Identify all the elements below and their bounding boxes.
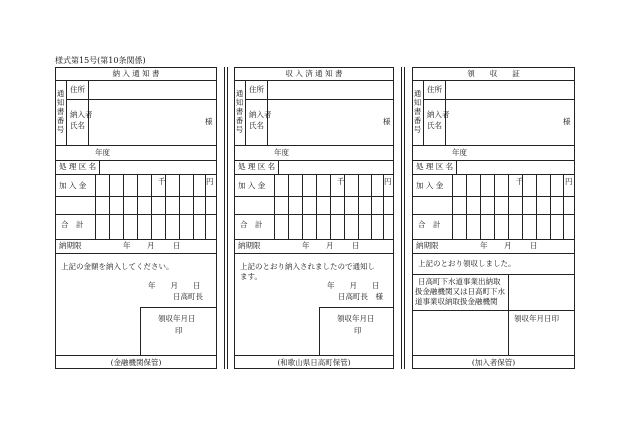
payer-label-2: 氏名 [427, 121, 442, 130]
fiscal-year-label: 年度 [95, 148, 110, 157]
payer-label-2: 氏名 [70, 121, 85, 130]
total-label: 合 計 [240, 220, 263, 229]
footer: (金融機関保管) [110, 358, 162, 367]
deadline-month: 月 [326, 241, 334, 250]
payer-label: 納入者 [70, 110, 93, 119]
signer: 日高町長 様 [338, 292, 383, 301]
receipt-date-seal-label: 領収年月日印 [514, 314, 559, 323]
honorific: 様 [383, 117, 391, 126]
form-number: 様式第15号(第10条関係) [55, 56, 146, 65]
deadline-month: 月 [147, 241, 155, 250]
message: 上記のとおり納入されましたので通知し [240, 262, 375, 271]
issue-date: 年 月 日 [148, 281, 201, 290]
bank-text-3: 道事業収納取扱金融機関 [415, 297, 498, 306]
deadline-label: 納期限 [238, 241, 261, 250]
receipt-date-label: 領収年月日 [337, 314, 375, 323]
panel-receipt [412, 67, 575, 369]
fiscal-year-label: 年度 [274, 148, 289, 157]
deadline-day: 日 [173, 241, 181, 250]
amount-label: 加 入 金 [416, 181, 444, 190]
division-label: 処 理 区 名 [59, 162, 97, 171]
deadline-year: 年 [302, 241, 310, 250]
seal-label: 印 [354, 326, 362, 335]
deadline-year: 年 [480, 241, 488, 250]
total-label: 合 計 [418, 220, 441, 229]
seal-label: 印 [175, 326, 183, 335]
deadline-label: 納期限 [59, 241, 82, 250]
panel-receipt-notice [234, 67, 394, 369]
panel-title: 納 入 通 知 書 [112, 69, 160, 78]
division-label: 処 理 区 名 [416, 162, 454, 171]
deadline-month: 月 [504, 241, 512, 250]
message: 上記のとおり領収しました。 [418, 259, 516, 268]
yen-unit: 円 [384, 177, 392, 186]
address-label: 住所 [249, 85, 264, 94]
footer: (加入者保管) [471, 358, 516, 367]
deadline-year: 年 [123, 241, 131, 250]
bank-text-2: 扱金融機関又は日高町下水 [415, 287, 505, 296]
payer-name-field[interactable] [89, 100, 216, 144]
payer-label: 納入者 [427, 110, 450, 119]
amount-label: 加 入 金 [238, 181, 266, 190]
payer-name-field[interactable] [446, 100, 574, 144]
footer: (和歌山県日高町保管) [277, 358, 351, 367]
message-cont: ます。 [240, 272, 262, 281]
division-label: 処 理 区 名 [238, 162, 276, 171]
honorific: 様 [563, 117, 571, 126]
notice-number-label: 通知書番号 [56, 89, 65, 134]
notice-number-label: 通知書番号 [413, 89, 422, 134]
message: 上記の金額を納入してください。 [61, 262, 174, 271]
address-field[interactable] [89, 81, 216, 98]
thousand-unit: 千 [337, 177, 345, 186]
panel-title: 領 収 証 [467, 69, 520, 78]
deadline-day: 日 [352, 241, 360, 250]
signer: 日高町長 [173, 292, 203, 301]
address-field[interactable] [268, 81, 393, 98]
payer-label: 納入者 [249, 110, 272, 119]
address-label: 住所 [70, 85, 85, 94]
panel-title: 収 入 済 通 知 書 [285, 69, 343, 78]
payer-name-field[interactable] [268, 100, 393, 144]
address-field[interactable] [446, 81, 574, 98]
issue-date: 年 月 日 [327, 281, 380, 290]
receipt-date-label: 領収年月日 [158, 314, 196, 323]
yen-unit: 円 [565, 177, 573, 186]
bank-text-1: 日高町下水道事業出納取 [418, 277, 501, 286]
panel-payment-notice [55, 67, 217, 369]
notice-number-label: 通知書番号 [235, 89, 244, 134]
fiscal-year-label: 年度 [452, 148, 467, 157]
thousand-unit: 千 [158, 177, 166, 186]
payer-label-2: 氏名 [249, 121, 264, 130]
yen-unit: 円 [206, 177, 214, 186]
address-label: 住所 [427, 85, 442, 94]
deadline-label: 納期限 [416, 241, 439, 250]
thousand-unit: 千 [516, 177, 524, 186]
honorific: 様 [205, 117, 213, 126]
deadline-day: 日 [530, 241, 538, 250]
total-label: 合 計 [61, 220, 84, 229]
amount-label: 加 入 金 [59, 181, 87, 190]
